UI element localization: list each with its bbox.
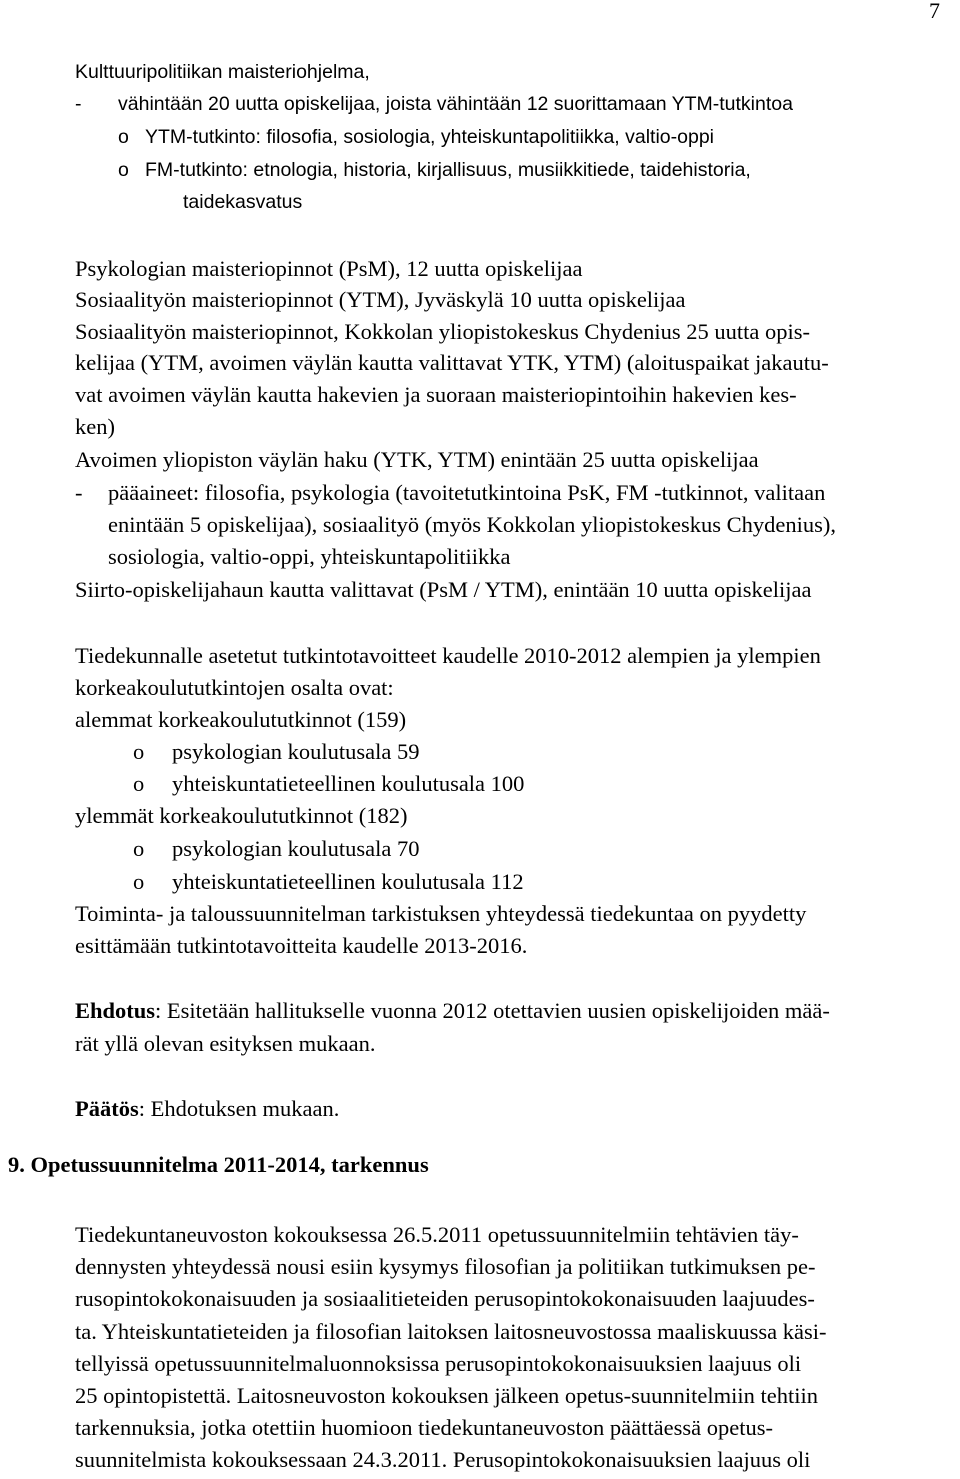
programme-heading: Kulttuuripolitiikan maisteriohjelma,: [75, 61, 370, 83]
target-item: psykologian koulutusala 59: [172, 739, 420, 764]
proposal-text: : Esitetään hallitukselle vuonna 2012 otettavien uusien opiskelijoiden mää-: [155, 998, 830, 1023]
dash-bullet: -: [75, 480, 83, 505]
paragraph-line: tellyissä opetussuunnitelmaluonnoksissa perusopintokokonaisuuksien laajuus oli: [75, 1351, 802, 1376]
decision-text: : Ehdotuksen mukaan.: [138, 1096, 340, 1121]
circle-bullet: o: [118, 126, 129, 148]
decision-label: Päätös: [75, 1096, 139, 1121]
fm-degree-subjects-cont: taidekasvatus: [183, 191, 303, 213]
paragraph-line: korkeakoulututkintojen osalta ovat:: [75, 675, 394, 700]
circle-bullet: o: [133, 869, 145, 894]
paragraph-line: kelijaa (YTM, avoimen väylän kautta valittavat YTK, YTM) (aloituspaikat jakautu-: [75, 350, 829, 375]
paragraph-line: 25 opintopistettä. Laitosneuvoston kokouksen jälkeen opetus-suunnitelmiin tehtiin: [75, 1383, 819, 1408]
paragraph-line: Toiminta- ja taloussuunnitelman tarkistuksen yhteydessä tiedekuntaa on pyydetty: [75, 901, 807, 926]
paragraph-line: alemmat korkeakoulututkinnot (159): [75, 707, 407, 732]
paragraph-line: rusopintokokonaisuuden ja sosiaalitieteiden perusopintokokonaisuuden laajuudes-: [75, 1286, 815, 1311]
paragraph-line: ken): [75, 414, 115, 439]
major-subjects-line: enintään 5 opiskelijaa), sosiaalityö (myös Kokkolan yliopistokeskus Chydenius),: [108, 512, 837, 537]
circle-bullet: o: [133, 739, 145, 764]
decision-line: [75, 1095, 339, 1123]
paragraph-line: Psykologian maisteriopinnot (PsM), 12 uutta opiskelijaa: [75, 256, 583, 281]
paragraph-line: Sosiaalityön maisteriopinnot (YTM), Jyväskylä 10 uutta opiskelijaa: [75, 287, 686, 312]
section-heading: 9. Opetussuunnitelma 2011-2014, tarkennus: [8, 1152, 429, 1177]
major-subjects-line: pääaineet: filosofia, psykologia (tavoitetutkintoina PsK, FM -tutkinnot, valitaan: [108, 480, 826, 505]
paragraph-line: Tiedekunnalle asetetut tutkintotavoitteet kaudelle 2010-2012 alempien ja ylempien: [75, 643, 821, 668]
target-item: psykologian koulutusala 70: [172, 836, 420, 861]
paragraph-line: Siirto-opiskelijahaun kautta valittavat (PsM / YTM), enintään 10 uutta opiskelijaa: [75, 577, 812, 602]
page-number: 7: [929, 0, 940, 23]
circle-bullet: o: [118, 159, 129, 181]
paragraph-line: Tiedekuntaneuvoston kokouksessa 26.5.2011 opetussuunnitelmiin tehtävien täy-: [75, 1222, 799, 1247]
paragraph-line: vat avoimen väylän kautta hakevien ja suoraan maisteriopintoihin hakevien kes-: [75, 382, 797, 407]
paragraph-line: dennysten yhteydessä nousi esiin kysymys filosofian ja politiikan tutkimuksen pe-: [75, 1254, 816, 1279]
ytm-degree-subjects: YTM-tutkinto: filosofia, sosiologia, yhteiskuntapolitiikka, valtio-oppi: [145, 126, 715, 148]
circle-bullet: o: [133, 836, 145, 861]
paragraph-line: Avoimen yliopiston väylän haku (YTK, YTM) enintään 25 uutta opiskelijaa: [75, 447, 759, 472]
paragraph-line: suunnitelmista kokouksessaan 24.3.2011. Perusopintokokonaisuuksien laajuus oli: [75, 1447, 811, 1472]
major-subjects-line: sosiologia, valtio-oppi, yhteiskuntapolitiikka: [108, 544, 511, 569]
proposal-label: Ehdotus: [75, 998, 156, 1023]
paragraph-line: ta. Yhteiskuntatieteiden ja filosofian laitoksen laitosneuvostossa maaliskuussa käsi-: [75, 1319, 827, 1344]
paragraph-line: Sosiaalityön maisteriopinnot, Kokkolan yliopistokeskus Chydenius 25 uutta opis-: [75, 319, 810, 344]
proposal-line: rät yllä olevan esityksen mukaan.: [75, 1031, 376, 1056]
target-item: yhteiskuntatieteellinen koulutusala 112: [172, 869, 524, 894]
dash-bullet: -: [75, 93, 82, 115]
programme-requirement: vähintään 20 uutta opiskelijaa, joista vähintään 12 suorittamaan YTM-tutkintoa: [118, 93, 793, 115]
circle-bullet: o: [133, 771, 145, 796]
proposal-line: [75, 997, 830, 1025]
paragraph-line: ylemmät korkeakoulututkinnot (182): [75, 803, 408, 828]
paragraph-line: tarkennuksia, jotka otettiin huomioon tiedekuntaneuvoston päättäessä opetus-: [75, 1415, 773, 1440]
paragraph-line: esittämään tutkintotavoitteita kaudelle 2013-2016.: [75, 933, 528, 958]
fm-degree-subjects: FM-tutkinto: etnologia, historia, kirjallisuus, musiikkitiede, taidehistoria,: [145, 159, 751, 181]
target-item: yhteiskuntatieteellinen koulutusala 100: [172, 771, 525, 796]
